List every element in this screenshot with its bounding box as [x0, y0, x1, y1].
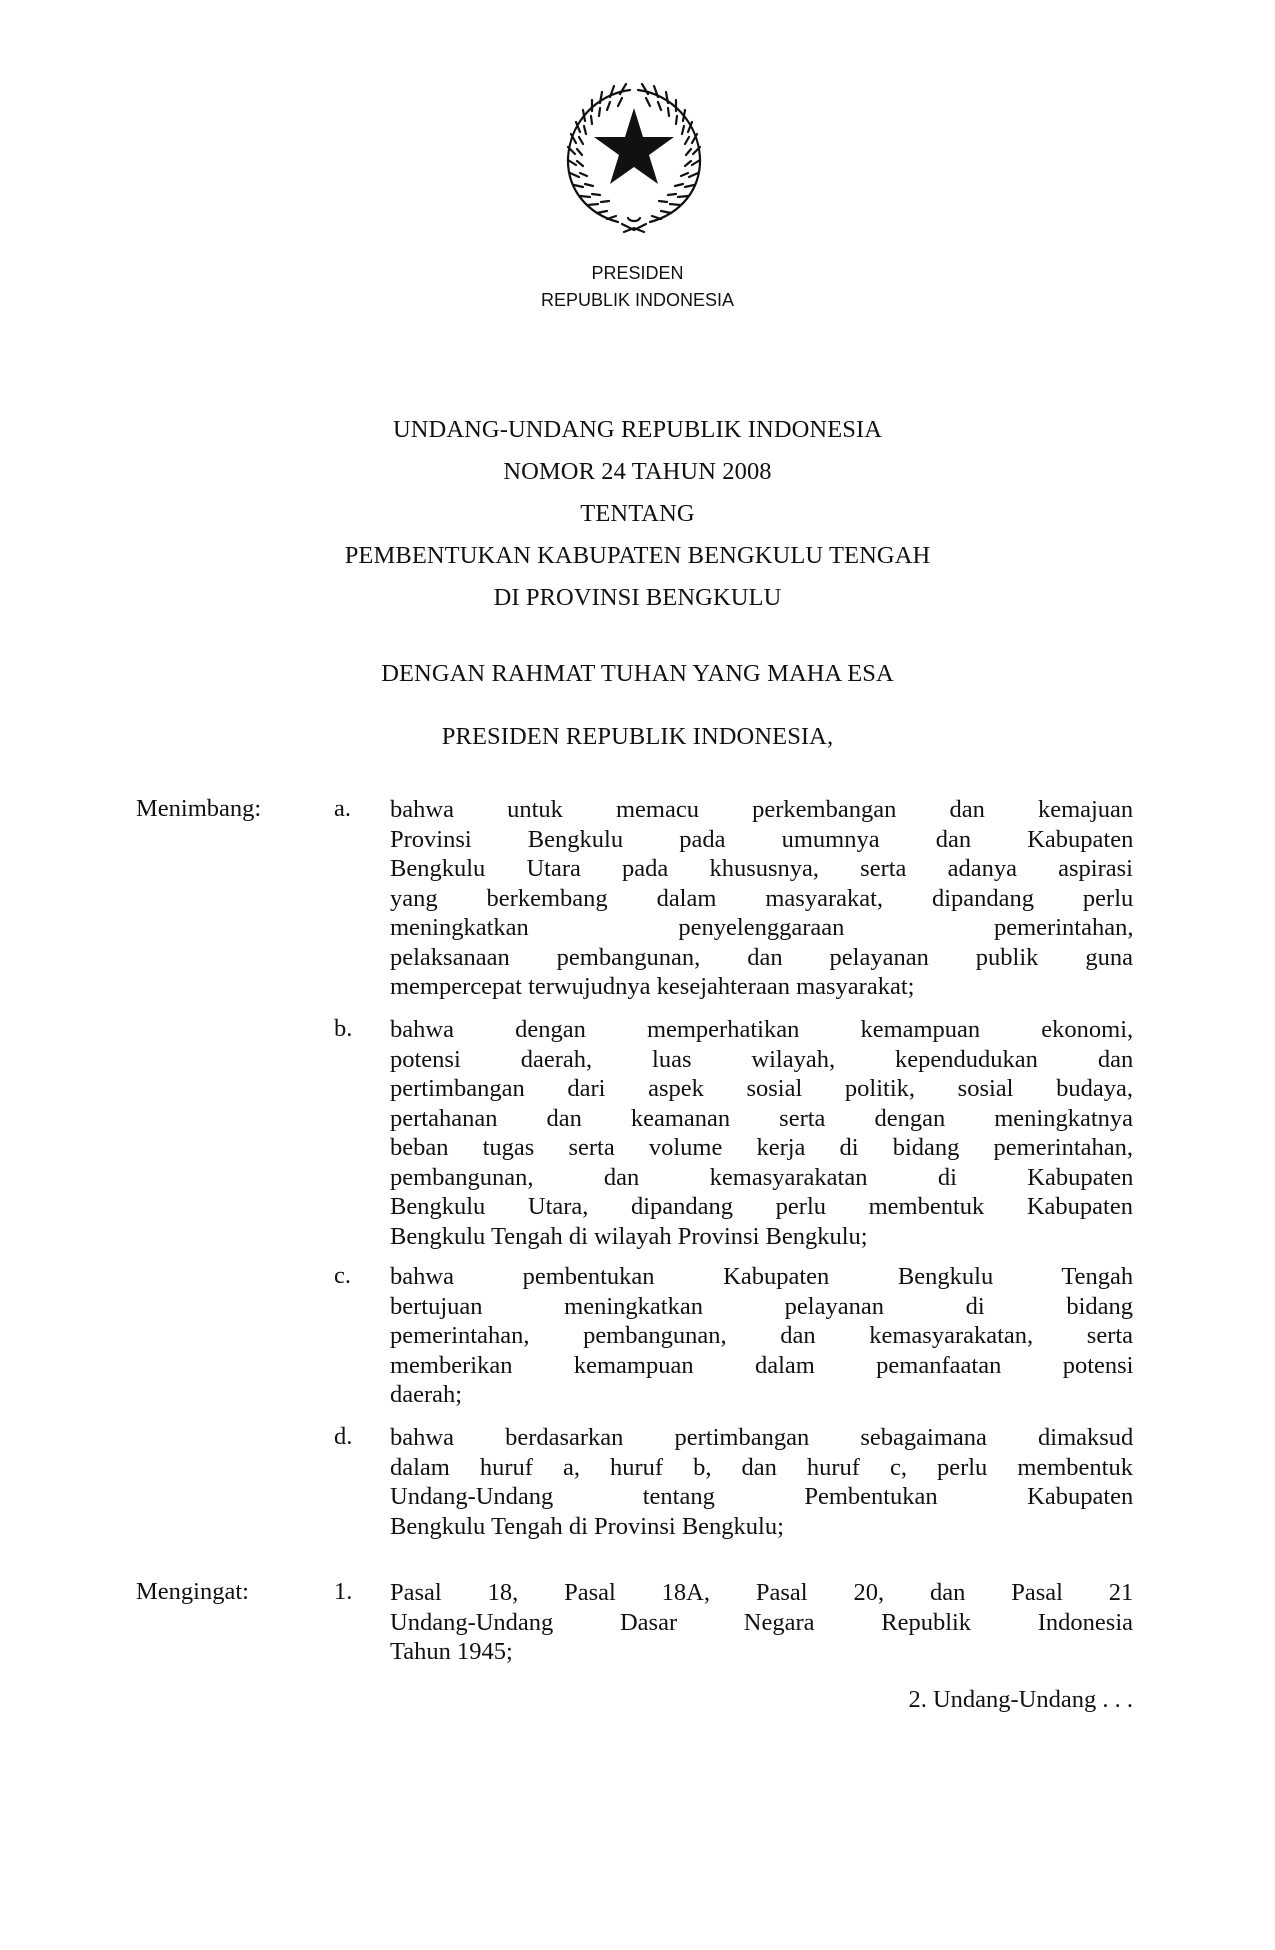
- text-line: yang berkembang dalam masyarakat, dipandang perlu: [390, 884, 1134, 912]
- item-text: [390, 1423, 1133, 1541]
- text-line: Bengkulu Utara, dipandang perlu membentuk Kabupaten: [390, 1193, 1133, 1220]
- section-label-mengingat: Mengingat:: [136, 1578, 249, 1605]
- item-marker: a.: [334, 795, 351, 822]
- text-line: Pasal 18, Pasal 18A, Pasal 20, dan Pasal 21: [390, 1579, 1134, 1606]
- text-line: bahwa berdasarkan pertimbangan sebagaimana dimaksud: [390, 1424, 1134, 1451]
- text-line: Undang-Undang Dasar Negara Republik Indonesia: [390, 1608, 1133, 1636]
- item-marker: 1.: [334, 1578, 353, 1605]
- text-line: Tahun 1945;: [390, 1638, 513, 1665]
- text-line: dalam huruf a, huruf b, dan huruf c, perlu membentuk: [390, 1453, 1133, 1481]
- item-text: [390, 1015, 1133, 1251]
- text-line: potensi daerah, luas wilayah, kependudukan dan: [390, 1045, 1134, 1073]
- text-line: pertimbangan dari aspek sosial politik, sosial budaya,: [390, 1075, 1133, 1102]
- text-line: pertahanan dan keamanan serta dengan meningkatnya: [390, 1104, 1133, 1132]
- law-number: NOMOR 24 TAHUN 2008: [503, 458, 772, 485]
- page-continuation: 2. Undang-Undang . . .: [908, 1686, 1133, 1713]
- item-marker: b.: [334, 1015, 353, 1042]
- issuer: PRESIDEN REPUBLIK INDONESIA,: [441, 723, 834, 750]
- text-line: pelaksanaan pembangunan, dan pelayanan publik guna: [390, 943, 1133, 971]
- law-subject-line-1: PEMBENTUKAN KABUPATEN BENGKULU TENGAH: [344, 542, 931, 569]
- item-text: [390, 1262, 1133, 1410]
- section-label-menimbang: Menimbang:: [136, 795, 262, 822]
- item-marker: c.: [334, 1262, 351, 1289]
- text-line: beban tugas serta volume kerja di bidang pemerintahan,: [390, 1134, 1133, 1161]
- presidential-seal-icon: [552, 72, 716, 238]
- text-line: mempercepat terwujudnya kesejahteraan masyarakat;: [390, 973, 915, 1000]
- letterhead-president: PRESIDEN: [591, 263, 684, 283]
- text-line: Bengkulu Utara pada khususnya, serta adanya aspirasi: [390, 855, 1133, 882]
- item-text: [390, 795, 1133, 1002]
- letterhead-republic: REPUBLIK INDONESIA: [540, 290, 735, 310]
- text-line: bahwa pembentukan Kabupaten Bengkulu Tengah: [390, 1263, 1134, 1290]
- text-line: pembangunan, dan kemasyarakatan di Kabupaten: [390, 1163, 1134, 1191]
- text-line: Undang-Undang tentang Pembentukan Kabupaten: [390, 1483, 1134, 1510]
- law-subject-line-2: DI PROVINSI BENGKULU: [493, 584, 782, 611]
- text-line: Provinsi Bengkulu pada umumnya dan Kabupaten: [390, 825, 1134, 853]
- text-line: memberikan kemampuan dalam pemanfaatan potensi: [390, 1351, 1134, 1379]
- item-marker: d.: [334, 1423, 353, 1450]
- text-line: Bengkulu Tengah di wilayah Provinsi Bengkulu;: [390, 1222, 868, 1250]
- law-title-tentang: TENTANG: [580, 500, 695, 527]
- law-title-line-1: UNDANG-UNDANG REPUBLIK INDONESIA: [392, 416, 883, 443]
- text-line: daerah;: [390, 1381, 463, 1408]
- text-line: Bengkulu Tengah di Provinsi Bengkulu;: [390, 1512, 784, 1540]
- text-line: pemerintahan, pembangunan, dan kemasyarakatan, serta: [390, 1322, 1134, 1349]
- item-text: [390, 1578, 1133, 1667]
- text-line: bertujuan meningkatkan pelayanan di bidang: [390, 1292, 1133, 1320]
- star-icon: [594, 108, 674, 184]
- text-line: bahwa dengan memperhatikan kemampuan ekonomi,: [390, 1016, 1134, 1043]
- text-line: bahwa untuk memacu perkembangan dan kemajuan: [390, 796, 1134, 823]
- preamble: DENGAN RAHMAT TUHAN YANG MAHA ESA: [381, 660, 894, 687]
- text-line: meningkatkan penyelenggaraan pemerintahan,: [390, 914, 1134, 941]
